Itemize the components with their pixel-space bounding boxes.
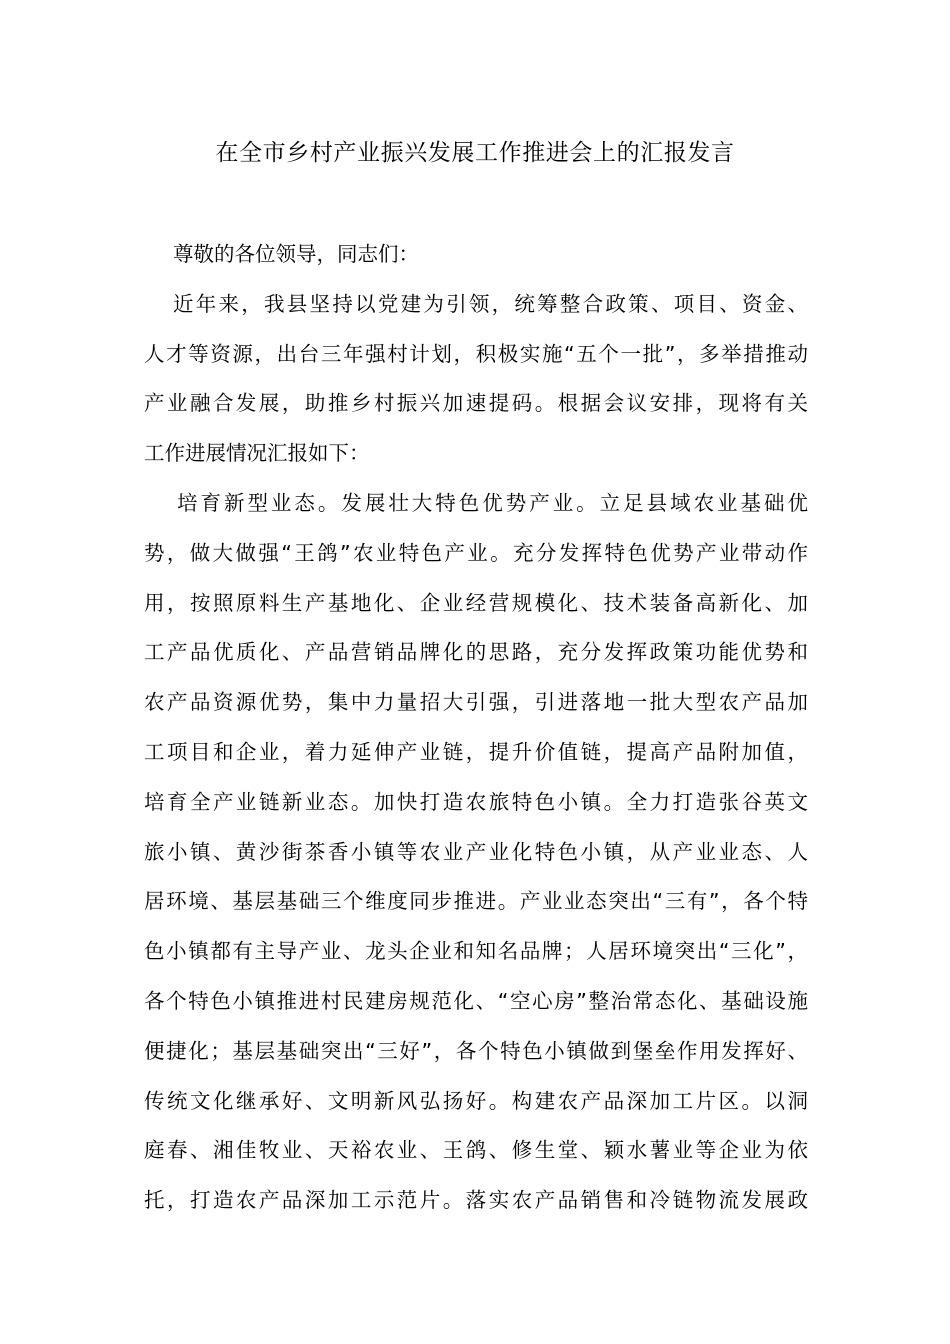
paragraph-2-line: 农产品资源优势，集中力量招大引强，引进落地一批大型农产品加 (144, 690, 808, 715)
paragraph-2-line: 便捷化；基层基础突出“三好”，各个特色小镇做到堡垒作用发挥好、 (144, 1038, 808, 1063)
salutation: 尊敬的各位领导，同志们： (173, 242, 419, 266)
document-title: 在全市乡村产业振兴发展工作推进会上的汇报发言 (215, 140, 735, 166)
paragraph-2-line: 各个特色小镇推进村民建房规范化、“空心房”整治常态化、基础设施 (144, 988, 808, 1013)
paragraph-2-line: 培育新型业态。发展壮大特色优势产业。立足县域农业基础优 (177, 490, 808, 515)
paragraph-1-line: 产业融合发展，助推乡村振兴加速提码。根据会议安排，现将有关 (144, 391, 808, 416)
paragraph-2-line: 旅小镇、黄沙街茶香小镇等农业产业化特色小镇，从产业业态、人 (144, 839, 808, 864)
paragraph-2-line: 工项目和企业，着力延伸产业链，提升价值链，提高产品附加值， (144, 739, 808, 764)
paragraph-1-line: 工作进展情况汇报如下： (144, 441, 370, 466)
paragraph-2-line: 庭春、湘佳牧业、天裕农业、王鸽、修生堂、颖水薯业等企业为依 (144, 1138, 808, 1163)
paragraph-2-line: 势，做大做强“王鸽”农业特色产业。充分发挥特色优势产业带动作 (144, 540, 808, 565)
paragraph-2-line: 居环境、基层基础三个维度同步推进。产业业态突出“三有”，各个特 (144, 889, 808, 914)
paragraph-1-line: 近年来，我县坚持以党建为引领，统筹整合政策、项目、资金、 (173, 291, 808, 316)
document-body (144, 230, 808, 1226)
paragraph-2-line: 托，打造农产品深加工示范片。落实农产品销售和冷链物流发展政 (144, 1188, 808, 1213)
paragraph-2-line: 工产品优质化、产品营销品牌化的思路，充分发挥政策功能优势和 (144, 640, 808, 665)
paragraph-2-line: 色小镇都有主导产业、龙头企业和知名品牌；人居环境突出“三化”， (144, 939, 808, 964)
paragraph-2-line: 培育全产业链新业态。加快打造农旅特色小镇。全力打造张谷英文 (144, 789, 808, 814)
paragraph-2-line: 用，按照原料生产基地化、企业经营规模化、技术装备高新化、加 (144, 590, 808, 615)
paragraph-2-line: 传统文化继承好、文明新风弘扬好。构建农产品深加工片区。以洞 (144, 1088, 808, 1113)
paragraph-1-line: 人才等资源，出台三年强村计划，积极实施“五个一批”，多举措推动 (144, 341, 808, 366)
